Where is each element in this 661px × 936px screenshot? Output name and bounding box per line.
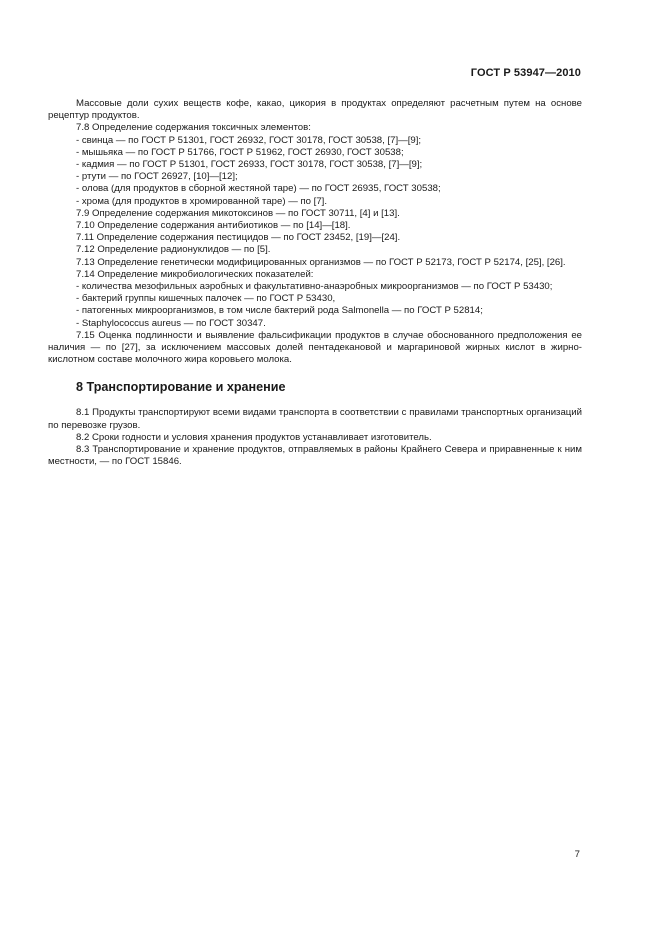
document-body (48, 98, 582, 468)
paragraph: 7.15 Оценка подлинности и выявление фальсификации продуктов в случае обоснованного предположения ее наличия — по [27], за исключением массовых долей пентадекановой и маргариновой жирных кислот в жирно-кислотном составе молочного жира коровьего молока. (48, 329, 582, 366)
list-item: - ртути — по ГОСТ 26927, [10]—[12]; (76, 171, 238, 183)
section-title: 8 Транспортирование и хранение (76, 380, 286, 395)
paragraph: 7.9 Определение содержания микотоксинов — по ГОСТ 30711, [4] и [13]. (76, 207, 400, 219)
list-item: - олова (для продуктов в сборной жестяной таре) — по ГОСТ 26935, ГОСТ 30538; (76, 183, 441, 195)
list-item: - свинца — по ГОСТ Р 51301, ГОСТ 26932, ГОСТ 30178, ГОСТ 30538, [7]—[9]; (76, 134, 422, 146)
paragraph: 7.10 Определение содержания антибиотиков — по [14]—[18]. (76, 220, 351, 232)
list-item: - Staphylococcus aureus — по ГОСТ 30347. (76, 317, 266, 329)
paragraph: 7.12 Определение радионуклидов — по [5]. (76, 244, 271, 256)
paragraph: 8.1 Продукты транспортируют всеми видами транспорта в соответствии с правилами транспортных организаций по перевозке грузов. (48, 407, 582, 431)
list-item: - количества мезофильных аэробных и факультативно-анаэробных микроорганизмов — по ГОСТ Р 53430; (76, 281, 553, 293)
paragraph: Массовые доли сухих веществ кофе, какао, цикория в продуктах определяют расчетным путем на основе рецептур продуктов. (48, 98, 582, 122)
list-item: - бактерий группы кишечных палочек — по ГОСТ Р 53430, (76, 293, 336, 305)
paragraph: 8.3 Транспортирование и хранение продуктов, отправляемых в районы Крайнего Севера и приравненные к ним местности, — по ГОСТ 15846. (48, 444, 582, 468)
paragraph: 7.8 Определение содержания токсичных элементов: (76, 122, 311, 134)
page-number: 7 (574, 849, 580, 860)
list-item: - кадмия — по ГОСТ Р 51301, ГОСТ 26933, ГОСТ 30178, ГОСТ 30538, [7]—[9]; (76, 159, 423, 171)
list-item: - хрома (для продуктов в хромированной таре) — по [7]. (76, 195, 327, 207)
list-item: - мышьяка — по ГОСТ Р 51766, ГОСТ Р 51962, ГОСТ 26930, ГОСТ 30538; (76, 146, 404, 158)
paragraph: 7.14 Определение микробиологических показателей: (76, 268, 314, 280)
document-header: ГОСТ Р 53947—2010 (470, 67, 581, 79)
list-item: - патогенных микроорганизмов, в том числе бактерий рода Salmonella — по ГОСТ Р 52814; (76, 305, 483, 317)
paragraph: 8.2 Сроки годности и условия хранения продуктов устанавливает изготовитель. (76, 431, 432, 443)
paragraph: 7.11 Определение содержания пестицидов — по ГОСТ 23452, [19]—[24]. (76, 232, 401, 244)
paragraph: 7.13 Определение генетически модифицированных организмов — по ГОСТ Р 52173, ГОСТ Р 52174, [25], [26]. (76, 256, 566, 268)
